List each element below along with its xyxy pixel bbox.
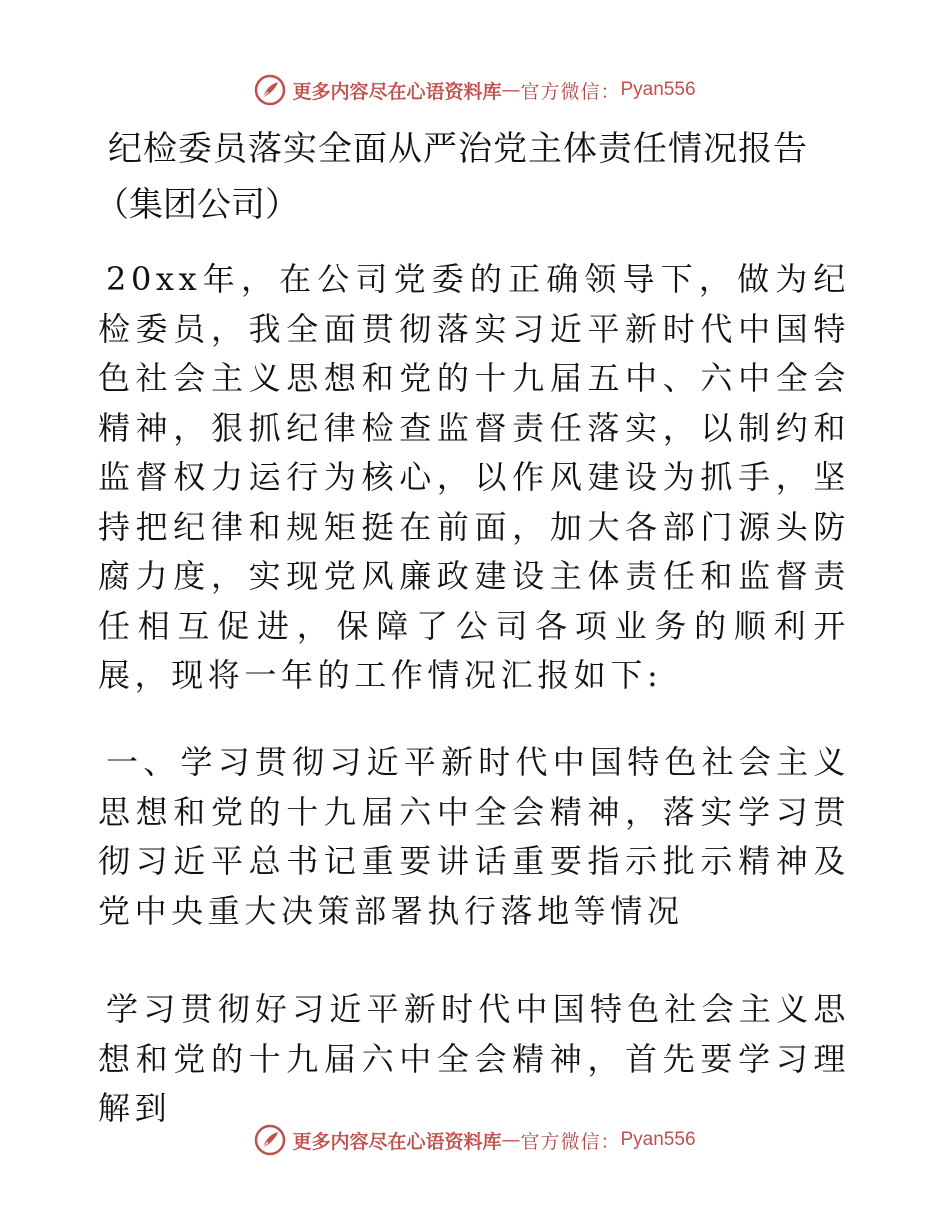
document-title: 纪检委员落实全面从严治党主体责任情况报告 [108, 129, 808, 169]
watermark-banner-top [0, 70, 950, 110]
watermark-wechat-id: Pyan556 [620, 79, 696, 100]
document-subtitle: （集团公司） [95, 185, 299, 225]
feather-pen-logo-icon [254, 74, 286, 106]
watermark-main-text: 更多内容尽在心语资料库 [292, 1130, 502, 1153]
feather-pen-logo-icon [254, 1124, 286, 1156]
watermark-wechat-label: 官方微信： [520, 1130, 621, 1153]
watermark-separator: — [501, 1129, 521, 1151]
watermark-main-text: 更多内容尽在心语资料库 [292, 80, 502, 103]
watermark-banner-bottom [0, 1120, 950, 1160]
paragraph-intro: 20xx年，在公司党委的正确领导下，做为纪检委员，我全面贯彻落实习近平新时代中国特色社会主义思想和党的十九届五中、六中全会精神，狠抓纪律检查监督责任落实，以制约和监督权力运行为核心，以作风建设为抓手，坚持把纪律和规矩挺在前面，加大各部门源头防腐力度，实现党风廉政建设主体责任和监督责任相互促进，保障了公司各项业务的顺利开展，现将一年的工作情况汇报如下: [98, 260, 850, 694]
watermark-separator: — [501, 79, 521, 101]
watermark-wechat-label: 官方微信： [520, 80, 621, 103]
watermark-wechat-id: Pyan556 [620, 1129, 696, 1150]
paragraph-section-heading: 一、学习贯彻习近平新时代中国特色社会主义思想和党的十九届六中全会精神，落实学习贯彻习近平总书记重要讲话重要指示批示精神及党中央重大决策部署执行落地等情况 [98, 743, 850, 930]
paragraph-section-body: 学习贯彻好习近平新时代中国特色社会主义思想和党的十九届六中全会精神，首先要学习理解到 [98, 990, 850, 1127]
